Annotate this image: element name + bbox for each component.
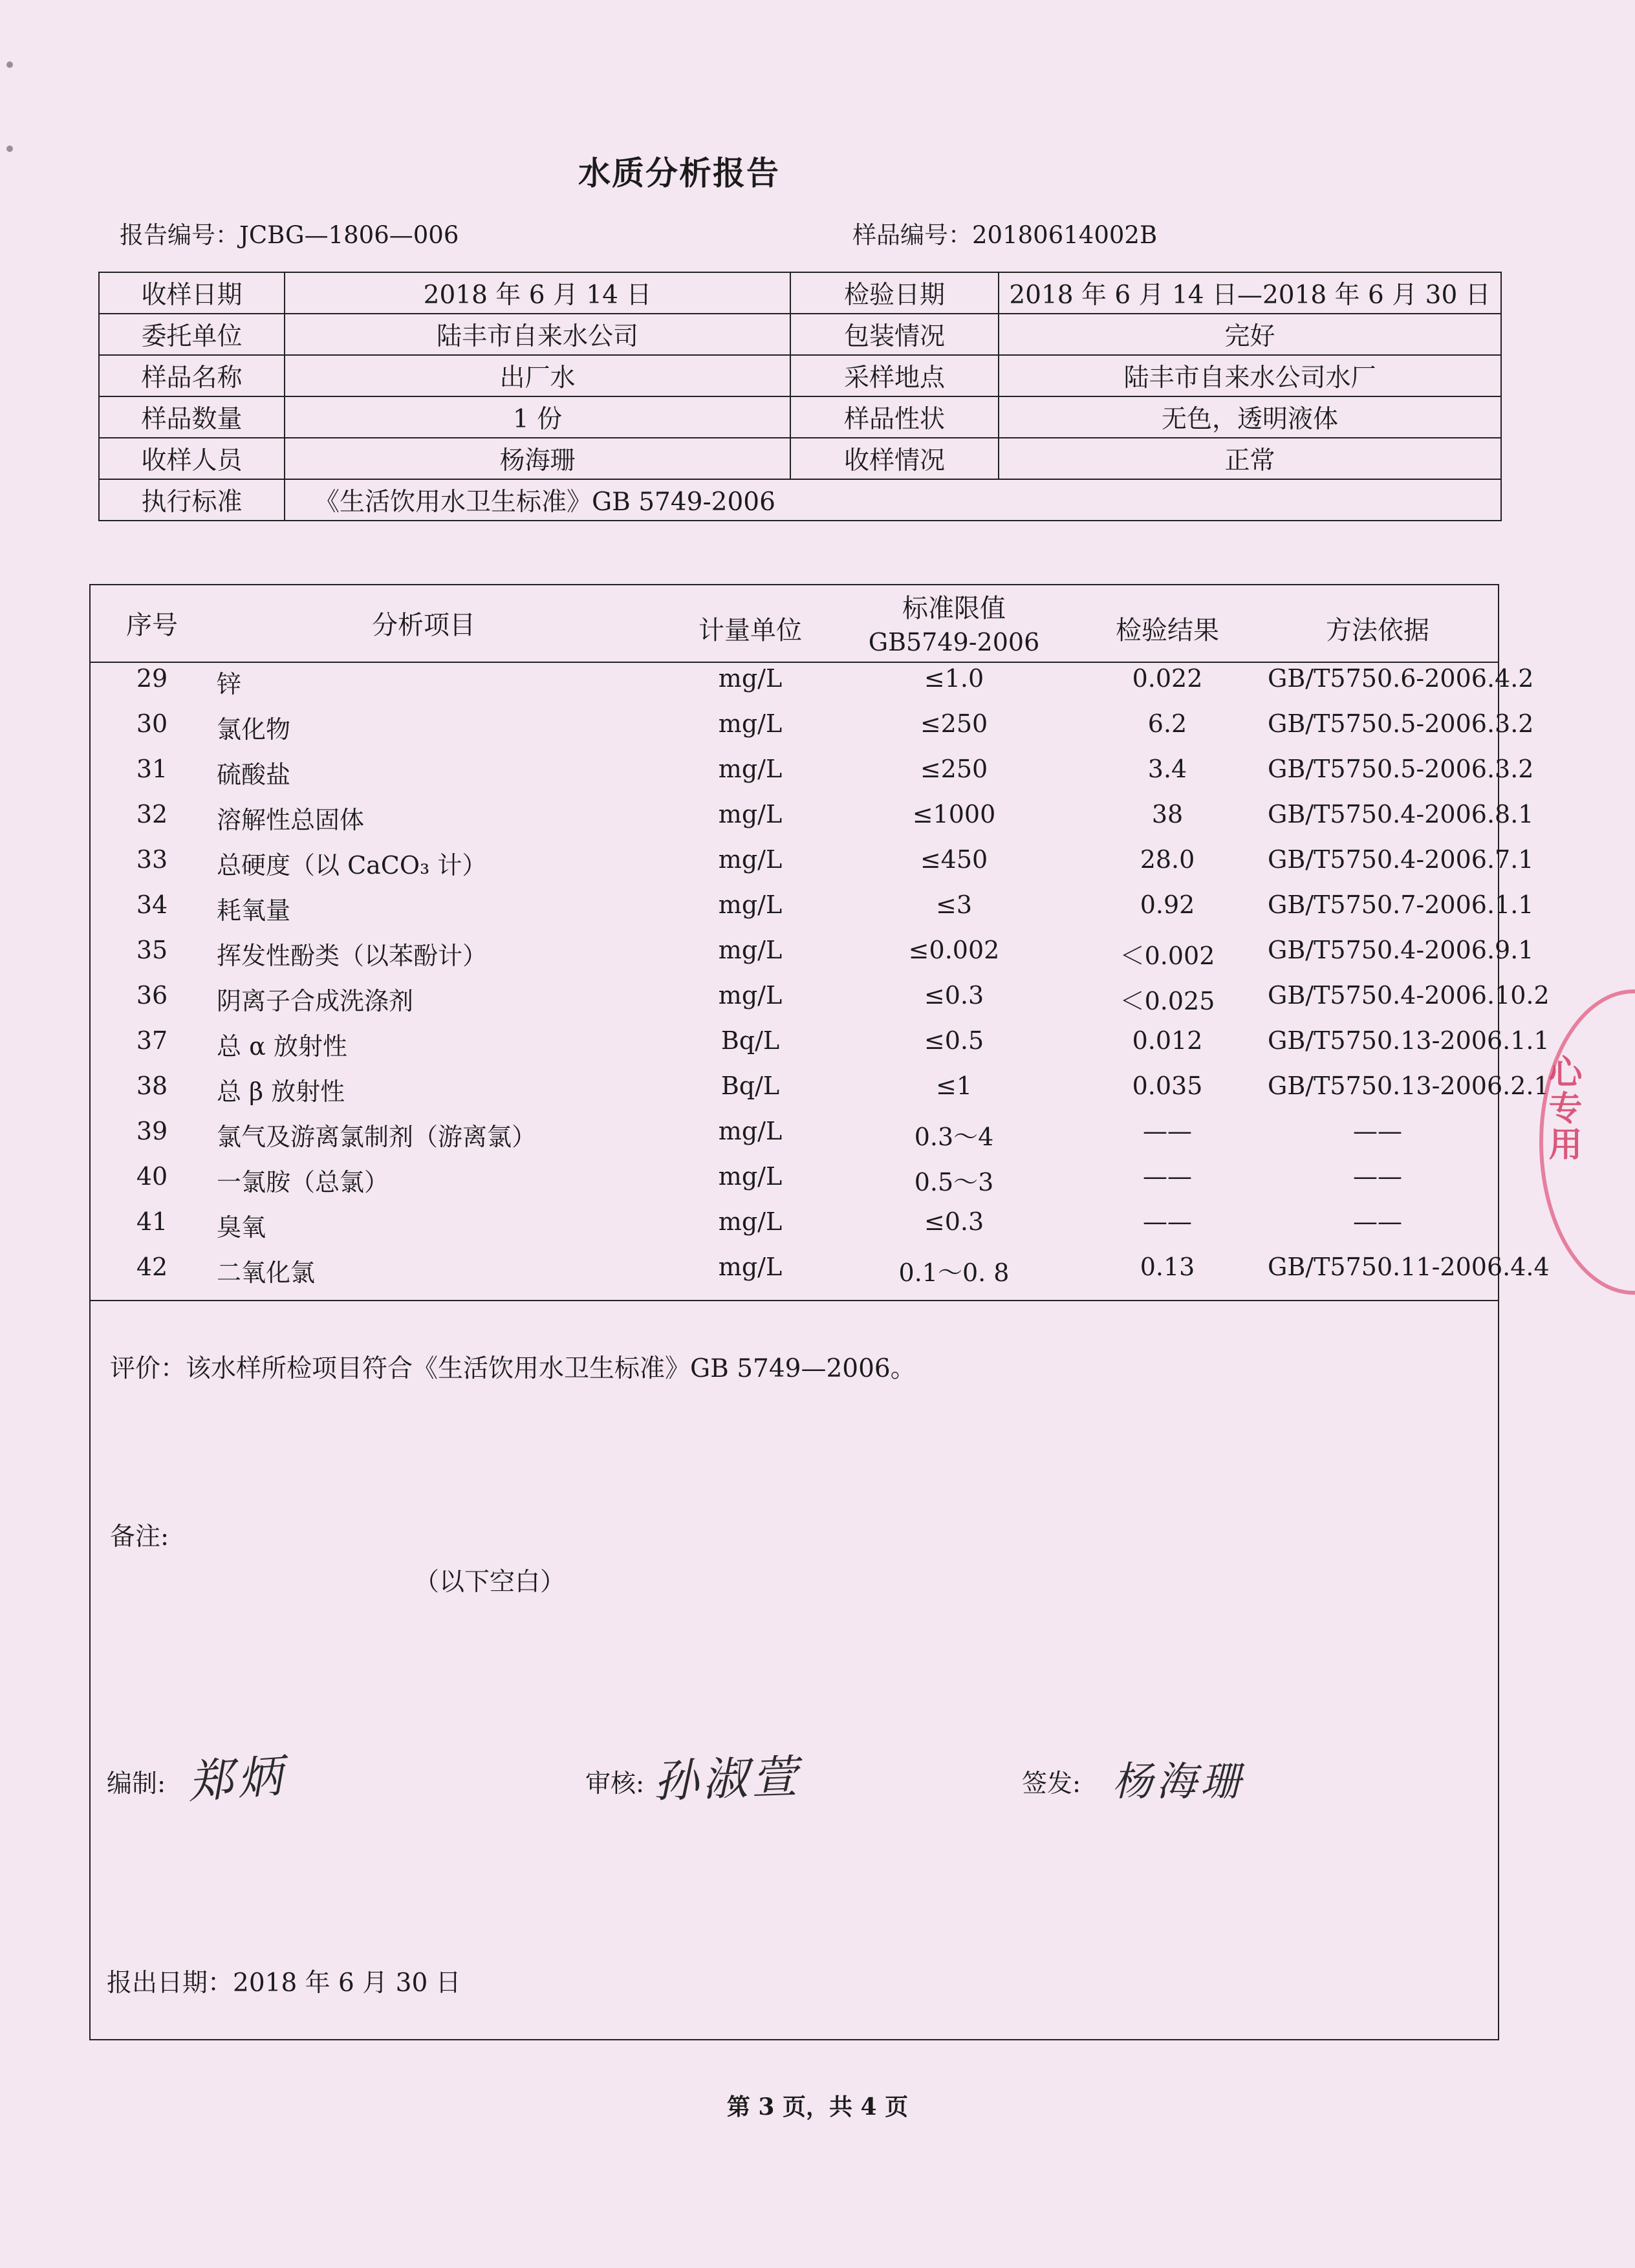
table-bottom-divider [91, 1300, 1498, 1301]
cell-item: 臭氧 [217, 1213, 266, 1242]
cell-no: 42 [136, 1253, 168, 1281]
evaluation-text: 评价：该水样所检项目符合《生活饮用水卫生标准》GB 5749—2006。 [110, 1354, 916, 1383]
table-row [91, 1253, 1550, 1298]
info-value: 无色，透明液体 [999, 396, 1501, 438]
cell-method: —— [1353, 1207, 1402, 1236]
cell-limit: ≤1.0 [924, 664, 984, 693]
sample-info-table [98, 272, 1502, 521]
col-header-limit: 标准限值 [902, 594, 1006, 623]
cell-unit: mg/L [718, 891, 783, 919]
reviewer-signature: 孙淑萱 [652, 1750, 802, 1808]
col-header-limit-standard: GB5749-2006 [868, 628, 1040, 656]
col-header-no: 序号 [126, 610, 178, 640]
info-row [99, 314, 1501, 355]
report-number: 报告编号：JCBG—1806—006 [120, 221, 459, 249]
cell-limit: ≤3 [935, 891, 973, 919]
cell-unit: mg/L [718, 1162, 783, 1191]
info-row-standard [99, 479, 1501, 521]
cell-no: 32 [136, 800, 168, 828]
table-row [91, 800, 1534, 845]
cell-method: GB/T5750.11-2006.4.4 [1268, 1253, 1550, 1281]
cell-limit: ≤1 [935, 1072, 973, 1100]
analysis-table-header [91, 585, 1498, 663]
cell-method: GB/T5750.13-2006.1.1 [1268, 1026, 1550, 1055]
cell-no: 39 [136, 1117, 168, 1145]
cell-item: 阴离子合成洗涤剂 [217, 987, 414, 1015]
info-label: 收样人员 [99, 438, 285, 479]
info-label: 样品数量 [99, 396, 285, 438]
report-title: 水质分析报告 [578, 155, 780, 192]
cell-method: GB/T5750.6-2006.4.2 [1268, 664, 1534, 693]
info-label: 样品性状 [790, 396, 999, 438]
blank-note: （以下空白） [414, 1568, 566, 1597]
cell-unit: mg/L [718, 755, 783, 783]
table-row [91, 1072, 1550, 1117]
info-value: 陆丰市自来水公司 [285, 314, 790, 355]
cell-limit: ≤250 [920, 755, 988, 783]
cell-no: 33 [136, 845, 168, 874]
cell-result: —— [1143, 1207, 1192, 1236]
info-value: 完好 [999, 314, 1501, 355]
cell-limit: 0.3～4 [914, 1123, 994, 1151]
compiler-signature: 郑炳 [186, 1749, 288, 1809]
cell-item: 耗氧量 [217, 896, 291, 925]
info-label: 收样情况 [790, 438, 999, 479]
info-label: 检验日期 [790, 272, 999, 314]
info-label: 样品名称 [99, 355, 285, 396]
col-header-result: 检验结果 [1116, 616, 1219, 645]
cell-result: —— [1143, 1117, 1192, 1145]
info-row [99, 355, 1501, 396]
cell-item: 硫酸盐 [217, 761, 291, 789]
cell-item: 挥发性酚类（以苯酚计） [217, 942, 488, 970]
info-label: 收样日期 [99, 272, 285, 314]
issue-date: 报出日期：2018 年 6 月 30 日 [107, 1969, 461, 1998]
cell-unit: mg/L [718, 709, 783, 738]
table-row [91, 1117, 1498, 1162]
cell-result: 0.92 [1140, 891, 1195, 919]
info-value: 杨海珊 [285, 438, 790, 479]
standard-value: 《生活饮用水卫生标准》GB 5749-2006 [285, 479, 1501, 521]
info-label: 采样地点 [790, 355, 999, 396]
cell-unit: Bq/L [720, 1026, 780, 1055]
cell-result: 0.13 [1140, 1253, 1195, 1281]
issuer-signature: 杨海珊 [1112, 1758, 1245, 1805]
col-header-unit: 计量单位 [698, 616, 802, 645]
cell-no: 40 [136, 1162, 168, 1191]
cell-limit: ≤0.3 [924, 981, 984, 1010]
cell-limit: ≤250 [920, 709, 988, 738]
info-value: 陆丰市自来水公司水厂 [999, 355, 1501, 396]
info-row [99, 438, 1501, 479]
table-row [91, 981, 1550, 1026]
table-row [91, 709, 1534, 755]
cell-unit: mg/L [718, 1207, 783, 1236]
analysis-section [89, 584, 1550, 2040]
cell-result: 6.2 [1147, 709, 1187, 738]
table-row [91, 1026, 1550, 1072]
cell-no: 31 [136, 755, 168, 783]
table-row [91, 891, 1534, 936]
cell-limit: ≤0.002 [908, 936, 1000, 964]
cell-limit: 0.1～0. 8 [898, 1258, 1010, 1287]
cell-method: GB/T5750.4-2006.7.1 [1268, 845, 1534, 874]
seal-text: 心专用 [1543, 1054, 1581, 1163]
cell-method: —— [1353, 1117, 1402, 1145]
cell-result: 38 [1151, 800, 1184, 828]
cell-item: 氯气及游离氯制剂（游离氯） [217, 1123, 537, 1151]
cell-method: GB/T5750.4-2006.10.2 [1268, 981, 1550, 1010]
info-value: 2018 年 6 月 14 日 [285, 272, 790, 314]
cell-limit: ≤0.5 [924, 1026, 984, 1055]
info-label: 委托单位 [99, 314, 285, 355]
remarks-label: 备注: [110, 1522, 169, 1551]
table-row [91, 936, 1534, 981]
cell-result: 3.4 [1147, 755, 1187, 783]
reviewer-label: 审核: [585, 1769, 645, 1798]
table-row [91, 755, 1534, 800]
cell-item: 二氧化氯 [217, 1258, 316, 1287]
cell-unit: mg/L [718, 936, 783, 964]
cell-result: —— [1143, 1162, 1192, 1191]
page-footer: 第 3 页，共 4 页 [726, 2093, 909, 2121]
issuer-label: 签发: [1022, 1769, 1081, 1798]
cell-result: ＜0.025 [1120, 987, 1215, 1015]
cell-unit: mg/L [718, 1117, 783, 1145]
cell-item: 总硬度（以 CaCO₃ 计） [217, 851, 487, 880]
cell-method: GB/T5750.5-2006.3.2 [1268, 755, 1534, 783]
cell-unit: mg/L [718, 664, 783, 693]
col-header-item: 分析项目 [372, 610, 475, 640]
cell-limit: ≤0.3 [924, 1207, 984, 1236]
col-header-method: 方法依据 [1326, 616, 1429, 645]
cell-unit: mg/L [718, 800, 783, 828]
cell-limit: ≤450 [920, 845, 988, 874]
info-value: 1 份 [285, 396, 790, 438]
cell-no: 37 [136, 1026, 168, 1055]
cell-result: 0.035 [1132, 1072, 1203, 1100]
cell-unit: mg/L [718, 981, 783, 1010]
cell-no: 30 [136, 709, 168, 738]
cell-item: 氯化物 [217, 715, 291, 744]
table-row [91, 1207, 1498, 1253]
cell-item: 溶解性总固体 [217, 806, 365, 834]
cell-no: 36 [136, 981, 168, 1010]
info-row [99, 396, 1501, 438]
cell-item: 锌 [217, 670, 242, 698]
cell-no: 41 [136, 1207, 168, 1236]
cell-no: 29 [136, 664, 168, 693]
cell-limit: ≤1000 [912, 800, 996, 828]
cell-method: GB/T5750.5-2006.3.2 [1268, 709, 1534, 738]
cell-item: 总 α 放射性 [217, 1032, 347, 1061]
cell-item: 总 β 放射性 [217, 1077, 345, 1106]
cell-unit: mg/L [718, 845, 783, 874]
info-label: 包装情况 [790, 314, 999, 355]
cell-limit: 0.5～3 [914, 1168, 994, 1196]
cell-result: 28.0 [1140, 845, 1195, 874]
cell-no: 38 [136, 1072, 168, 1100]
info-value: 2018 年 6 月 14 日—2018 年 6 月 30 日 [999, 272, 1501, 314]
cell-method: GB/T5750.4-2006.9.1 [1268, 936, 1534, 964]
cell-method: GB/T5750.7-2006.1.1 [1268, 891, 1534, 919]
cell-item: 一氯胺（总氯） [217, 1168, 389, 1196]
cell-no: 35 [136, 936, 168, 964]
compiler-label: 编制: [107, 1769, 166, 1798]
cell-method: —— [1353, 1162, 1402, 1191]
cell-no: 34 [136, 891, 168, 919]
binder-hole [6, 61, 13, 68]
table-row [91, 664, 1534, 709]
standard-label: 执行标准 [99, 479, 285, 521]
cell-result: 0.012 [1132, 1026, 1203, 1055]
table-row [91, 1162, 1498, 1207]
table-row [91, 845, 1534, 891]
info-value: 出厂水 [285, 355, 790, 396]
cell-result: ＜0.002 [1120, 942, 1215, 970]
info-row [99, 272, 1501, 314]
cell-unit: mg/L [718, 1253, 783, 1281]
cell-method: GB/T5750.4-2006.8.1 [1268, 800, 1534, 828]
cell-unit: Bq/L [720, 1072, 780, 1100]
info-value: 正常 [999, 438, 1501, 479]
cell-result: 0.022 [1132, 664, 1203, 693]
cell-method: GB/T5750.13-2006.2.1 [1268, 1072, 1550, 1100]
sample-number: 样品编号：20180614002B [852, 221, 1158, 249]
